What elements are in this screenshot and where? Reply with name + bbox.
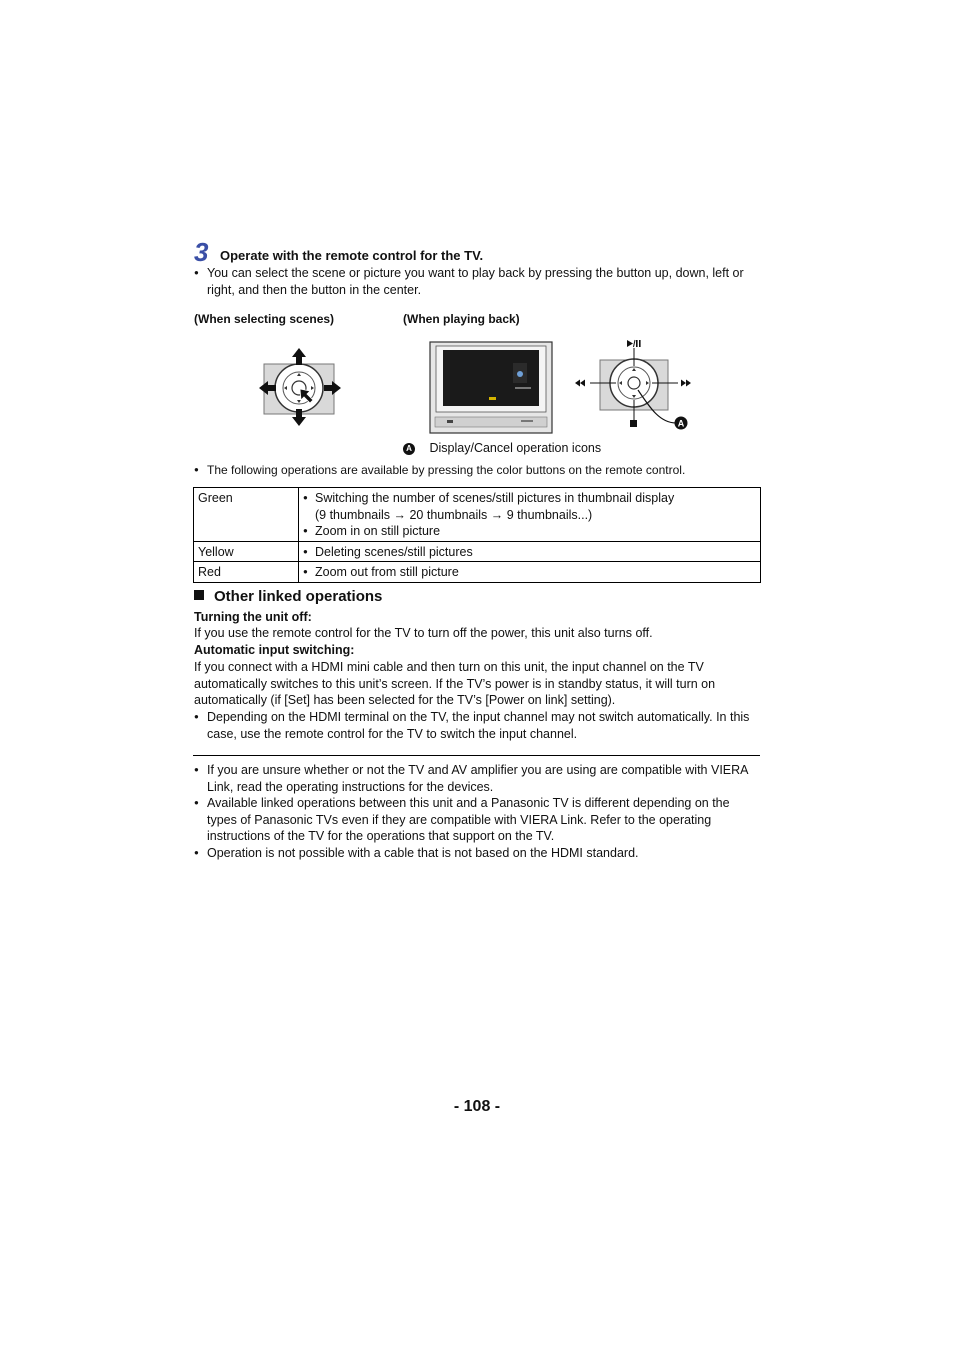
- note-item: ● If you are unsure whether or not the TV and AV amplifier you are using are compatible with VIERA Link, read the operating instructions for the devices.: [194, 762, 754, 795]
- color-cell: Yellow: [194, 541, 299, 562]
- turning-off-heading: Turning the unit off:: [194, 610, 312, 624]
- play-pause-icon: [627, 340, 641, 347]
- section-title: [194, 587, 382, 607]
- operation-line: ● Deleting scenes/still pictures: [303, 544, 756, 561]
- step-bullet: ● You can select the scene or picture you want to play back by pressing the button up, down, left or right, and then the button in the center.: [194, 265, 760, 298]
- marker-caption-text: Display/Cancel operation icons: [429, 441, 602, 455]
- remote-dpad-select-diagram: [256, 346, 344, 428]
- operation-cell: [299, 541, 761, 562]
- color-cell: Red: [194, 562, 299, 583]
- operation-cell: [299, 562, 761, 583]
- color-operations-table: [193, 487, 761, 583]
- auto-input-text: If you connect with a HDMI mini cable and then turn on this unit, the input channel on the TV automatically switches to this unit’s screen. If the TV’s power is in standby status, it will turn on automatically (if [Set] has been selected for the TV’s [Power on link] setting).: [194, 660, 716, 707]
- operation-cell: [299, 488, 761, 542]
- square-bullet-icon: [194, 590, 204, 600]
- auto-input-heading: Automatic input switching:: [194, 643, 355, 657]
- remote-dpad-playback-diagram: [570, 338, 696, 432]
- marker-caption: [403, 440, 601, 457]
- divider: [193, 755, 760, 756]
- table-row: [194, 562, 761, 583]
- auto-input-bullet: ● Depending on the HDMI terminal on the TV, the input channel may not switch automatically. In this case, use the remote control for the TV to switch the input channel.: [194, 709, 754, 742]
- step-title: Operate with the remote control for the TV.: [220, 248, 484, 263]
- marker-a-badge: A: [403, 443, 415, 455]
- turning-off-text: If you use the remote control for the TV to turn off the power, this unit also turns off.: [194, 626, 653, 640]
- selecting-scenes-caption: (When selecting scenes): [194, 312, 335, 326]
- operation-line: (9 thumbnails → 20 thumbnails → 9 thumbnails...): [315, 507, 593, 522]
- color-buttons-intro: ● The following operations are available by pressing the color buttons on the remote control.: [194, 462, 760, 478]
- stop-icon: [630, 420, 637, 427]
- step-number: 3: [194, 237, 209, 267]
- operation-line: ● Zoom in on still picture: [303, 523, 756, 540]
- table-row: [194, 488, 761, 542]
- operation-line: ● Switching the number of scenes/still pictures in thumbnail display: [303, 490, 756, 507]
- section-title-text: Other linked operations: [214, 588, 383, 605]
- up-arrow-icon: [292, 348, 306, 365]
- page-number: - 108 -: [453, 1098, 501, 1115]
- svg-text:A: A: [677, 418, 685, 429]
- operation-line: ● Zoom out from still picture: [303, 564, 756, 581]
- rewind-icon: [575, 380, 585, 387]
- table-row: [194, 541, 761, 562]
- note-item: ● Operation is not possible with a cable that is not based on the HDMI standard.: [194, 845, 754, 862]
- fast-forward-icon: [681, 380, 691, 387]
- marker-a-icon: [675, 417, 688, 430]
- tv-illustration: [429, 341, 553, 434]
- color-cell: Green: [194, 488, 299, 542]
- playing-back-caption: (When playing back): [403, 312, 520, 326]
- note-item: ● Available linked operations between this unit and a Panasonic TV is different depending on the types of Panasonic TVs even if they are compatible with VIERA Link. Refer to the operating instructions of the TV for the operations that support on the TV.: [194, 795, 754, 845]
